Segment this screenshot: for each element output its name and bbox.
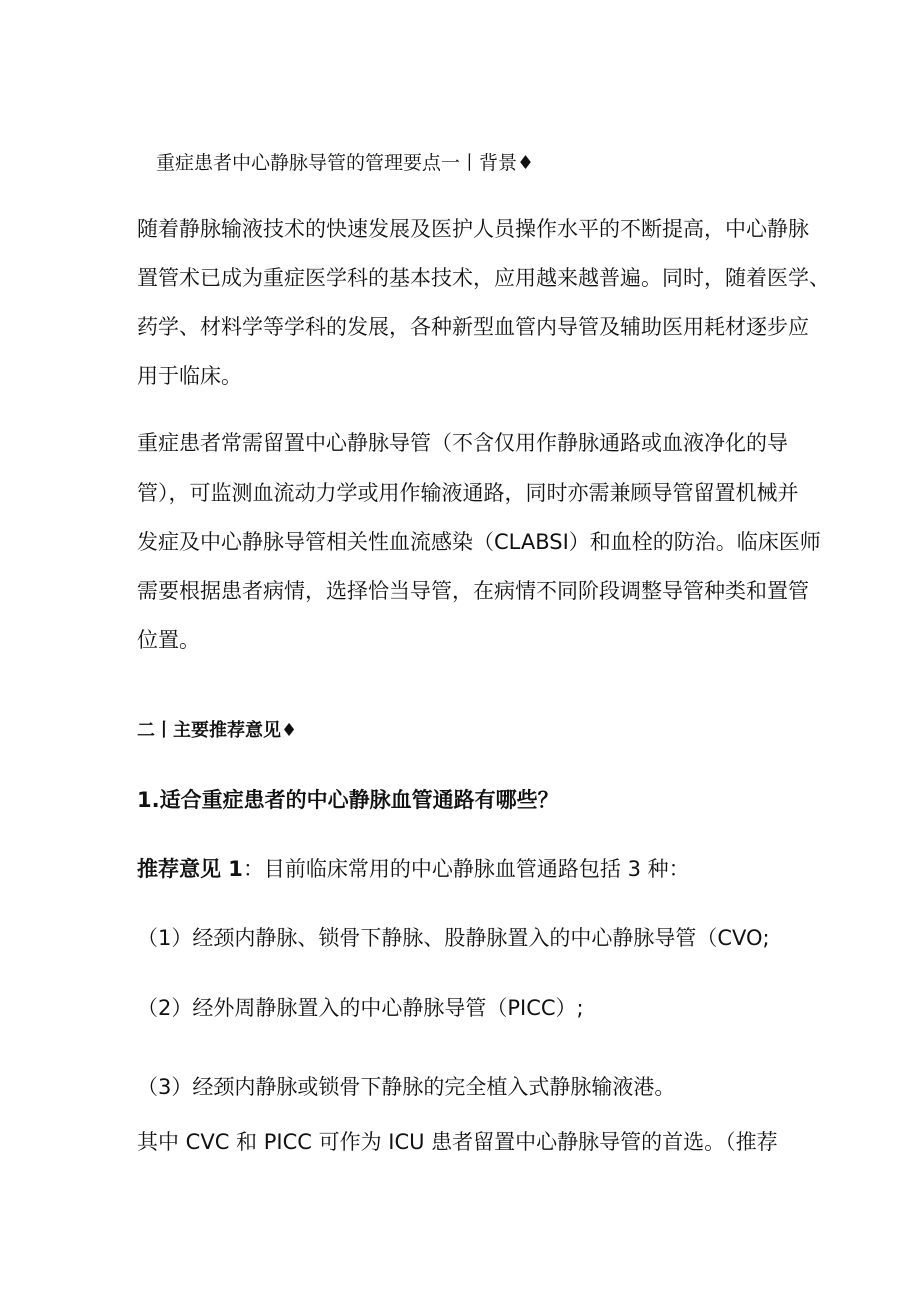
para1-line-1: 随着静脉输液技术的快速发展及医护人员操作水平的不断提高，中心静脉	[137, 217, 809, 241]
para1-line-4: 用于临床。	[137, 364, 242, 388]
para2-line-2: 管），可监测血流动力学或用作输液通路，同时亦需兼顾导管留置机械并	[137, 481, 799, 505]
list-item-1: （1）经颈内静脉、锁骨下静脉、股静脉置入的中心静脉导管（CVO;	[137, 926, 770, 950]
list-item-2: （2）经外周静脉置入的中心静脉导管（PICC）;	[137, 996, 584, 1020]
para1-line-2: 置管术已成为重症医学科的基本技术，应用越来越普遍。同时，随着医学、	[137, 266, 830, 290]
doc-title: 重症患者中心静脉导管的管理要点一丨背景♦	[156, 152, 535, 174]
para1-line-3: 药学、材料学等学科的发展，各种新型血管内导管及辅助医用耗材逐步应	[137, 315, 809, 339]
section-heading: 二丨主要推荐意见♦	[137, 720, 298, 741]
recommendation-label: 推荐意见 1	[137, 857, 243, 881]
list-item-3: （3）经颈内静脉或锁骨下静脉的完全植入式静脉输液港。	[137, 1075, 676, 1099]
para2-line-1: 重症患者常需留置中心静脉导管（不含仅用作静脉通路或血液净化的导	[137, 431, 788, 455]
closing-line: 其中 CVC 和 PICC 可作为 ICU 患者留置中心静脉导管的首选。（推荐	[137, 1130, 778, 1154]
recommendation-1	[137, 854, 690, 884]
para2-line-3: 发症及中心静脉导管相关性血流感染（CLABSI）和血栓的防治。临床医师	[137, 530, 821, 554]
question-heading: 1.适合重症患者的中心静脉血管通路有哪些？	[137, 788, 559, 812]
recommendation-text: ：目前临床常用的中心静脉血管通路包括 3 种：	[242, 857, 690, 881]
para2-line-5: 位置。	[137, 628, 200, 652]
para2-line-4: 需要根据患者病情，选择恰当导管，在病情不同阶段调整导管种类和置管	[137, 579, 809, 603]
